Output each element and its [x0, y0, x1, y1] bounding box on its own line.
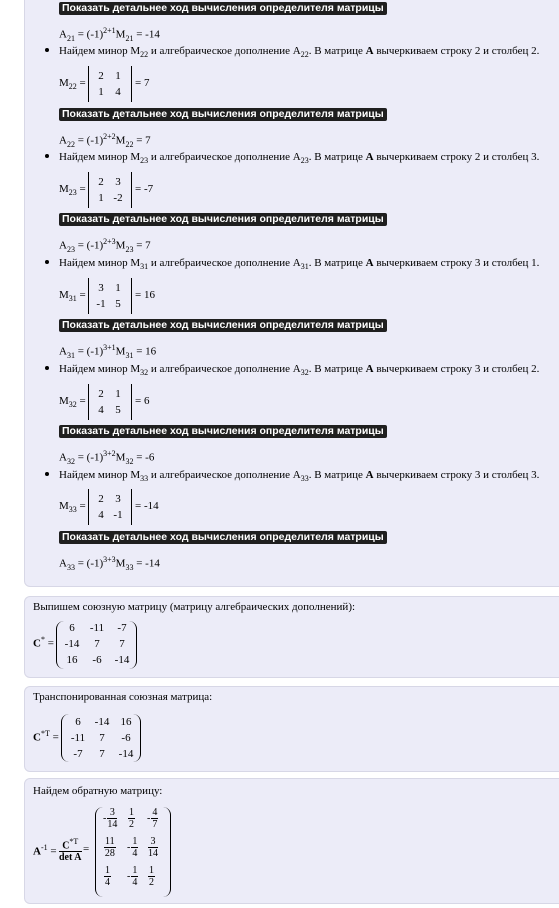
inverse-matrix-entry: - 1 4: [127, 836, 138, 859]
inverse-matrix-entry: 11 28: [104, 836, 115, 859]
inverse-matrix-entry: - 1 4: [127, 865, 138, 888]
show-determinant-details-button[interactable]: Показать детальнее ход вычисления определителя матрицы: [59, 2, 387, 15]
union-matrix-title: Выпишем союзную матрицу (матрицу алгебраических дополнений):: [33, 601, 356, 613]
transposed-matrix-panel: Транспонированная союзная матрица: $C^{*T}$ = 6 -14 16 -11 7 -6 -7 7 -14: [24, 686, 559, 772]
cofactor-a31: $A_{31} = (-1)^{3+1}M_{31} = 16$: [59, 343, 157, 360]
right-paren: [133, 714, 141, 762]
minor-m32-description: Найдем минор $M_{32}$ и алгебраическое дополнение $A_{32}$. В матрице A вычеркиваем строку 3 и столбец 2.: [59, 363, 540, 378]
show-determinant-details-button[interactable]: Показать детальнее ход вычисления определителя матрицы: [59, 213, 387, 226]
transposed-matrix-label: $C^{*T}$ =: [33, 729, 59, 744]
minor-m33-description: Найдем минор $M_{33}$ и алгебраическое дополнение $A_{33}$. В матрице A вычеркиваем строку 3 и столбец 3.: [59, 469, 540, 484]
cofactor-a33: $A_{33} = (-1)^{3+3}M_{33} = -14$: [59, 555, 160, 572]
transposed-matrix-title: Транспонированная союзная матрица:: [33, 691, 213, 703]
bullet: [45, 256, 51, 262]
inverse-matrix-entry: 1 2: [149, 865, 154, 888]
inverse-matrix-entry: 3 14: [148, 836, 158, 859]
inverse-matrix-entry: - 4 7: [147, 807, 158, 830]
cofactor-a21: $A_{21} = (-1)^{2+1}M_{21} = -14$: [59, 26, 160, 43]
cofactor-a23: $A_{23} = (-1)^{2+3}M_{23} = 7$: [59, 237, 151, 254]
show-determinant-details-button[interactable]: Показать детальнее ход вычисления определителя матрицы: [59, 108, 387, 121]
inverse-matrix-panel: Найдем обратную матрицу: $A^{-1}$ = $C^{*T}$ det A = - 3 14 1 2 - 4 7 11 28 - 1 4 3 14 1 4 - 1 4 1 2: [24, 778, 559, 904]
right-paren: [129, 621, 137, 669]
minor-m31-description: Найдем минор $M_{31}$ и алгебраическое дополнение $A_{31}$. В матрице A вычеркиваем строку 3 и столбец 1.: [59, 257, 540, 272]
bullet: [45, 44, 51, 50]
minor-m23-description: Найдем минор $M_{23}$ и алгебраическое дополнение $A_{23}$. В матрице A вычеркиваем строку 2 и столбец 3.: [59, 151, 540, 166]
union-matrix-label: C* =: [33, 635, 54, 650]
show-determinant-details-button[interactable]: Показать детальнее ход вычисления определителя матрицы: [59, 319, 387, 332]
inverse-matrix-entry: - 3 14: [103, 807, 118, 830]
inverse-formula-fraction: $C^{*T}$ det A: [59, 837, 82, 864]
show-determinant-details-button[interactable]: Показать детальнее ход вычисления определителя матрицы: [59, 425, 387, 438]
show-determinant-details-button[interactable]: Показать детальнее ход вычисления определителя матрицы: [59, 531, 387, 544]
minor-m22-description: Найдем минор $M_{22}$ и алгебраическое дополнение $A_{22}$. В матрице A вычеркиваем строку 2 и столбец 2.: [59, 45, 540, 60]
inverse-matrix-title: Найдем обратную матрицу:: [33, 785, 163, 797]
bullet: [45, 468, 51, 474]
bullet: [45, 150, 51, 156]
bullet: [45, 362, 51, 368]
inverse-matrix-label: $A^{-1}$ =: [33, 843, 57, 858]
inverse-matrix-entry: 1 4: [105, 865, 110, 888]
cofactor-a22: $A_{22} = (-1)^{2+2}M_{22} = 7$: [59, 132, 151, 149]
inverse-matrix-entry: 1 2: [129, 807, 134, 830]
left-paren: [95, 807, 103, 897]
union-matrix-panel: Выпишем союзную матрицу (матрицу алгебраических дополнений): C* = 6 -11 -7 -14 7 7 16 -6 -14: [24, 596, 559, 678]
right-paren: [163, 807, 171, 897]
cofactor-a32: $A_{32} = (-1)^{3+2}M_{32} = -6$: [59, 449, 155, 466]
